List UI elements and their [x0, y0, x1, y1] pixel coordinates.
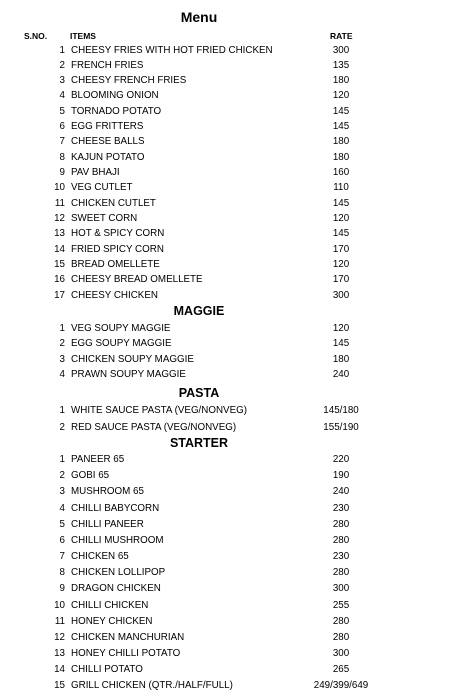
menu-item-row: [0, 211, 453, 226]
menu-item-row: [0, 242, 453, 257]
menu-item-row: [0, 257, 453, 272]
menu-item-row: [0, 272, 453, 287]
menu-item-row: [0, 420, 453, 435]
item-name: CHILLI MUSHROOM: [71, 534, 164, 546]
item-name: HONEY CHICKEN: [71, 615, 153, 627]
item-rate: 180: [332, 136, 350, 148]
item-name: CHICKEN LOLLIPOP: [71, 567, 166, 579]
menu-item-row: [0, 352, 453, 367]
menu-title: Menu: [180, 9, 218, 25]
item-number: 3: [59, 75, 65, 87]
item-name: CHICKEN 65: [71, 551, 129, 563]
item-number: 16: [54, 274, 65, 286]
item-name: CHICKEN SOUPY MAGGIE: [71, 353, 194, 365]
item-rate: 230: [332, 551, 350, 563]
item-name: CHEESY FRENCH FRIES: [71, 75, 187, 87]
item-rate: 145: [332, 105, 350, 117]
item-rate: 120: [332, 213, 350, 225]
item-name: PANEER 65: [71, 454, 125, 465]
menu-item-row: [0, 73, 453, 88]
item-number: 17: [54, 289, 65, 301]
menu-item-row: [0, 288, 453, 303]
item-name: EGG FRITTERS: [71, 121, 144, 133]
item-number: 10: [54, 182, 65, 194]
column-header-items: ITEMS: [70, 31, 96, 41]
item-number: 6: [59, 534, 65, 546]
menu-item-row: [0, 43, 453, 58]
item-rate: 280: [332, 567, 350, 579]
menu-item-row: [0, 517, 453, 532]
menu-item-row: [0, 88, 453, 103]
item-number: 15: [54, 680, 65, 692]
item-number: 1: [59, 44, 65, 56]
item-rate: 280: [332, 615, 350, 627]
item-number: 7: [59, 551, 65, 563]
item-rate: 170: [332, 243, 350, 255]
item-number: 11: [54, 197, 65, 209]
item-number: 3: [59, 486, 65, 498]
item-number: 10: [54, 599, 65, 611]
section-heading: STARTER: [169, 436, 229, 450]
item-number: 5: [59, 105, 65, 117]
item-name: MUSHROOM 65: [71, 486, 144, 498]
item-name: FRIED SPICY CORN: [71, 243, 164, 255]
menu-item-row: [0, 565, 453, 580]
menu-item-row: [0, 336, 453, 351]
item-rate: 280: [332, 631, 350, 643]
item-number: 4: [59, 90, 65, 102]
item-rate: 145/180: [323, 405, 359, 416]
item-name: EGG SOUPY MAGGIE: [71, 338, 172, 350]
menu-item-row: [0, 581, 453, 596]
section-heading: MAGGIE: [173, 304, 225, 318]
item-rate: 120: [332, 258, 350, 270]
item-name: HONEY CHILLI POTATO: [71, 648, 181, 660]
menu-item-row: [0, 501, 453, 516]
item-name: CHILLI CHICKEN: [71, 599, 149, 611]
menu-item-row: [0, 134, 453, 149]
item-name: WHITE SAUCE PASTA (VEG/NONVEG): [71, 405, 248, 416]
menu-item-row: [0, 630, 453, 645]
menu-item-row: [0, 678, 453, 693]
item-name: CHEESE BALLS: [71, 136, 145, 148]
menu-item-row: [0, 58, 453, 73]
item-number: 1: [59, 405, 65, 416]
item-rate: 300: [332, 583, 350, 595]
column-header-sno: S.NO.: [24, 31, 48, 41]
item-name: HOT & SPICY CORN: [71, 228, 165, 240]
item-rate: 145: [332, 197, 350, 209]
item-name: CHICKEN MANCHURIAN: [71, 631, 185, 643]
item-rate: 249/399/649: [313, 680, 369, 692]
item-rate: 180: [332, 151, 350, 163]
item-rate: 265: [332, 664, 350, 676]
item-name: TORNADO POTATO: [71, 105, 162, 117]
item-name: CHEESY CHICKEN: [71, 289, 158, 301]
item-rate: 300: [332, 44, 350, 56]
item-rate: 120: [332, 323, 350, 334]
menu-item-row: [0, 452, 453, 467]
menu-item-row: [0, 226, 453, 241]
menu-item-row: [0, 150, 453, 165]
menu-item-row: [0, 533, 453, 548]
item-name: SWEET CORN: [71, 213, 138, 225]
item-number: 9: [59, 583, 65, 595]
item-number: 2: [59, 59, 65, 71]
item-rate: 300: [332, 648, 350, 660]
item-number: 14: [54, 664, 65, 676]
item-rate: 180: [332, 353, 350, 365]
item-number: 7: [59, 136, 65, 148]
item-rate: 240: [332, 486, 350, 498]
item-name: PAV BHAJI: [71, 167, 120, 179]
item-rate: 190: [332, 470, 350, 482]
item-name: CHILLI POTATO: [71, 664, 143, 676]
item-rate: 160: [332, 167, 350, 179]
item-name: FRENCH FRIES: [71, 59, 144, 71]
section-heading: PASTA: [178, 386, 220, 400]
item-number: 12: [54, 631, 65, 643]
item-name: CHEESY BREAD OMELLETE: [71, 274, 203, 286]
item-rate: 170: [332, 274, 350, 286]
item-name: CHILLI PANEER: [71, 518, 144, 530]
item-rate: 145: [332, 121, 350, 133]
item-number: 12: [54, 213, 65, 225]
menu-item-row: [0, 321, 453, 336]
item-rate: 145: [332, 338, 350, 350]
item-rate: 110: [333, 182, 349, 194]
menu-item-row: [0, 119, 453, 134]
item-number: 1: [59, 323, 65, 334]
item-number: 11: [54, 615, 65, 627]
menu-item-row: [0, 180, 453, 195]
item-number: 13: [54, 648, 65, 660]
item-number: 1: [59, 454, 65, 465]
item-rate: 255: [332, 599, 350, 611]
item-name: RED SAUCE PASTA (VEG/NONVEG): [71, 421, 237, 433]
item-rate: 145: [332, 228, 350, 240]
item-number: 8: [59, 151, 65, 163]
item-rate: 280: [332, 534, 350, 546]
item-name: CHILLI BABYCORN: [71, 502, 160, 514]
item-rate: 280: [332, 518, 350, 530]
item-rate: 300: [332, 289, 350, 301]
item-rate: 120: [332, 90, 350, 102]
item-number: 15: [54, 258, 65, 270]
item-name: GOBI 65: [71, 470, 110, 482]
menu-item-row: [0, 196, 453, 211]
column-header-rate: RATE: [330, 31, 353, 41]
item-number: 2: [59, 421, 65, 433]
item-name: DRAGON CHICKEN: [71, 583, 161, 595]
item-rate: 240: [332, 368, 350, 380]
menu-item-row: [0, 646, 453, 661]
menu-item-row: [0, 403, 453, 418]
item-name: PRAWN SOUPY MAGGIE: [71, 368, 186, 380]
item-rate: 180: [332, 75, 350, 87]
menu-item-row: [0, 614, 453, 629]
item-number: 8: [59, 567, 65, 579]
item-number: 13: [54, 228, 65, 240]
item-name: CHICKEN CUTLET: [71, 197, 156, 209]
item-number: 4: [59, 502, 65, 514]
item-number: 6: [59, 121, 65, 133]
menu-item-row: [0, 662, 453, 677]
item-number: 5: [59, 518, 65, 530]
menu-item-row: [0, 104, 453, 119]
item-rate: 230: [332, 502, 350, 514]
item-name: KAJUN POTATO: [71, 151, 145, 163]
item-name: GRILL CHICKEN (QTR./HALF/FULL): [71, 680, 233, 692]
menu-item-row: [0, 598, 453, 613]
item-number: 2: [59, 470, 65, 482]
item-number: 4: [59, 368, 65, 380]
item-number: 2: [59, 338, 65, 350]
menu-item-row: [0, 549, 453, 564]
item-rate: 220: [332, 454, 350, 465]
item-rate: 135: [332, 59, 350, 71]
item-name: VEG SOUPY MAGGIE: [71, 323, 171, 334]
item-rate: 155/190: [323, 421, 359, 433]
item-name: BREAD OMELLETE: [71, 258, 160, 270]
item-number: 14: [54, 243, 65, 255]
menu-item-row: [0, 367, 453, 382]
menu-item-row: [0, 484, 453, 499]
item-name: VEG CUTLET: [71, 182, 133, 194]
item-number: 9: [59, 167, 65, 179]
item-number: 3: [59, 353, 65, 365]
menu-item-row: [0, 468, 453, 483]
item-name: CHEESY FRIES WITH HOT FRIED CHICKEN: [71, 44, 273, 56]
menu-item-row: [0, 165, 453, 180]
item-name: BLOOMING ONION: [71, 90, 159, 102]
